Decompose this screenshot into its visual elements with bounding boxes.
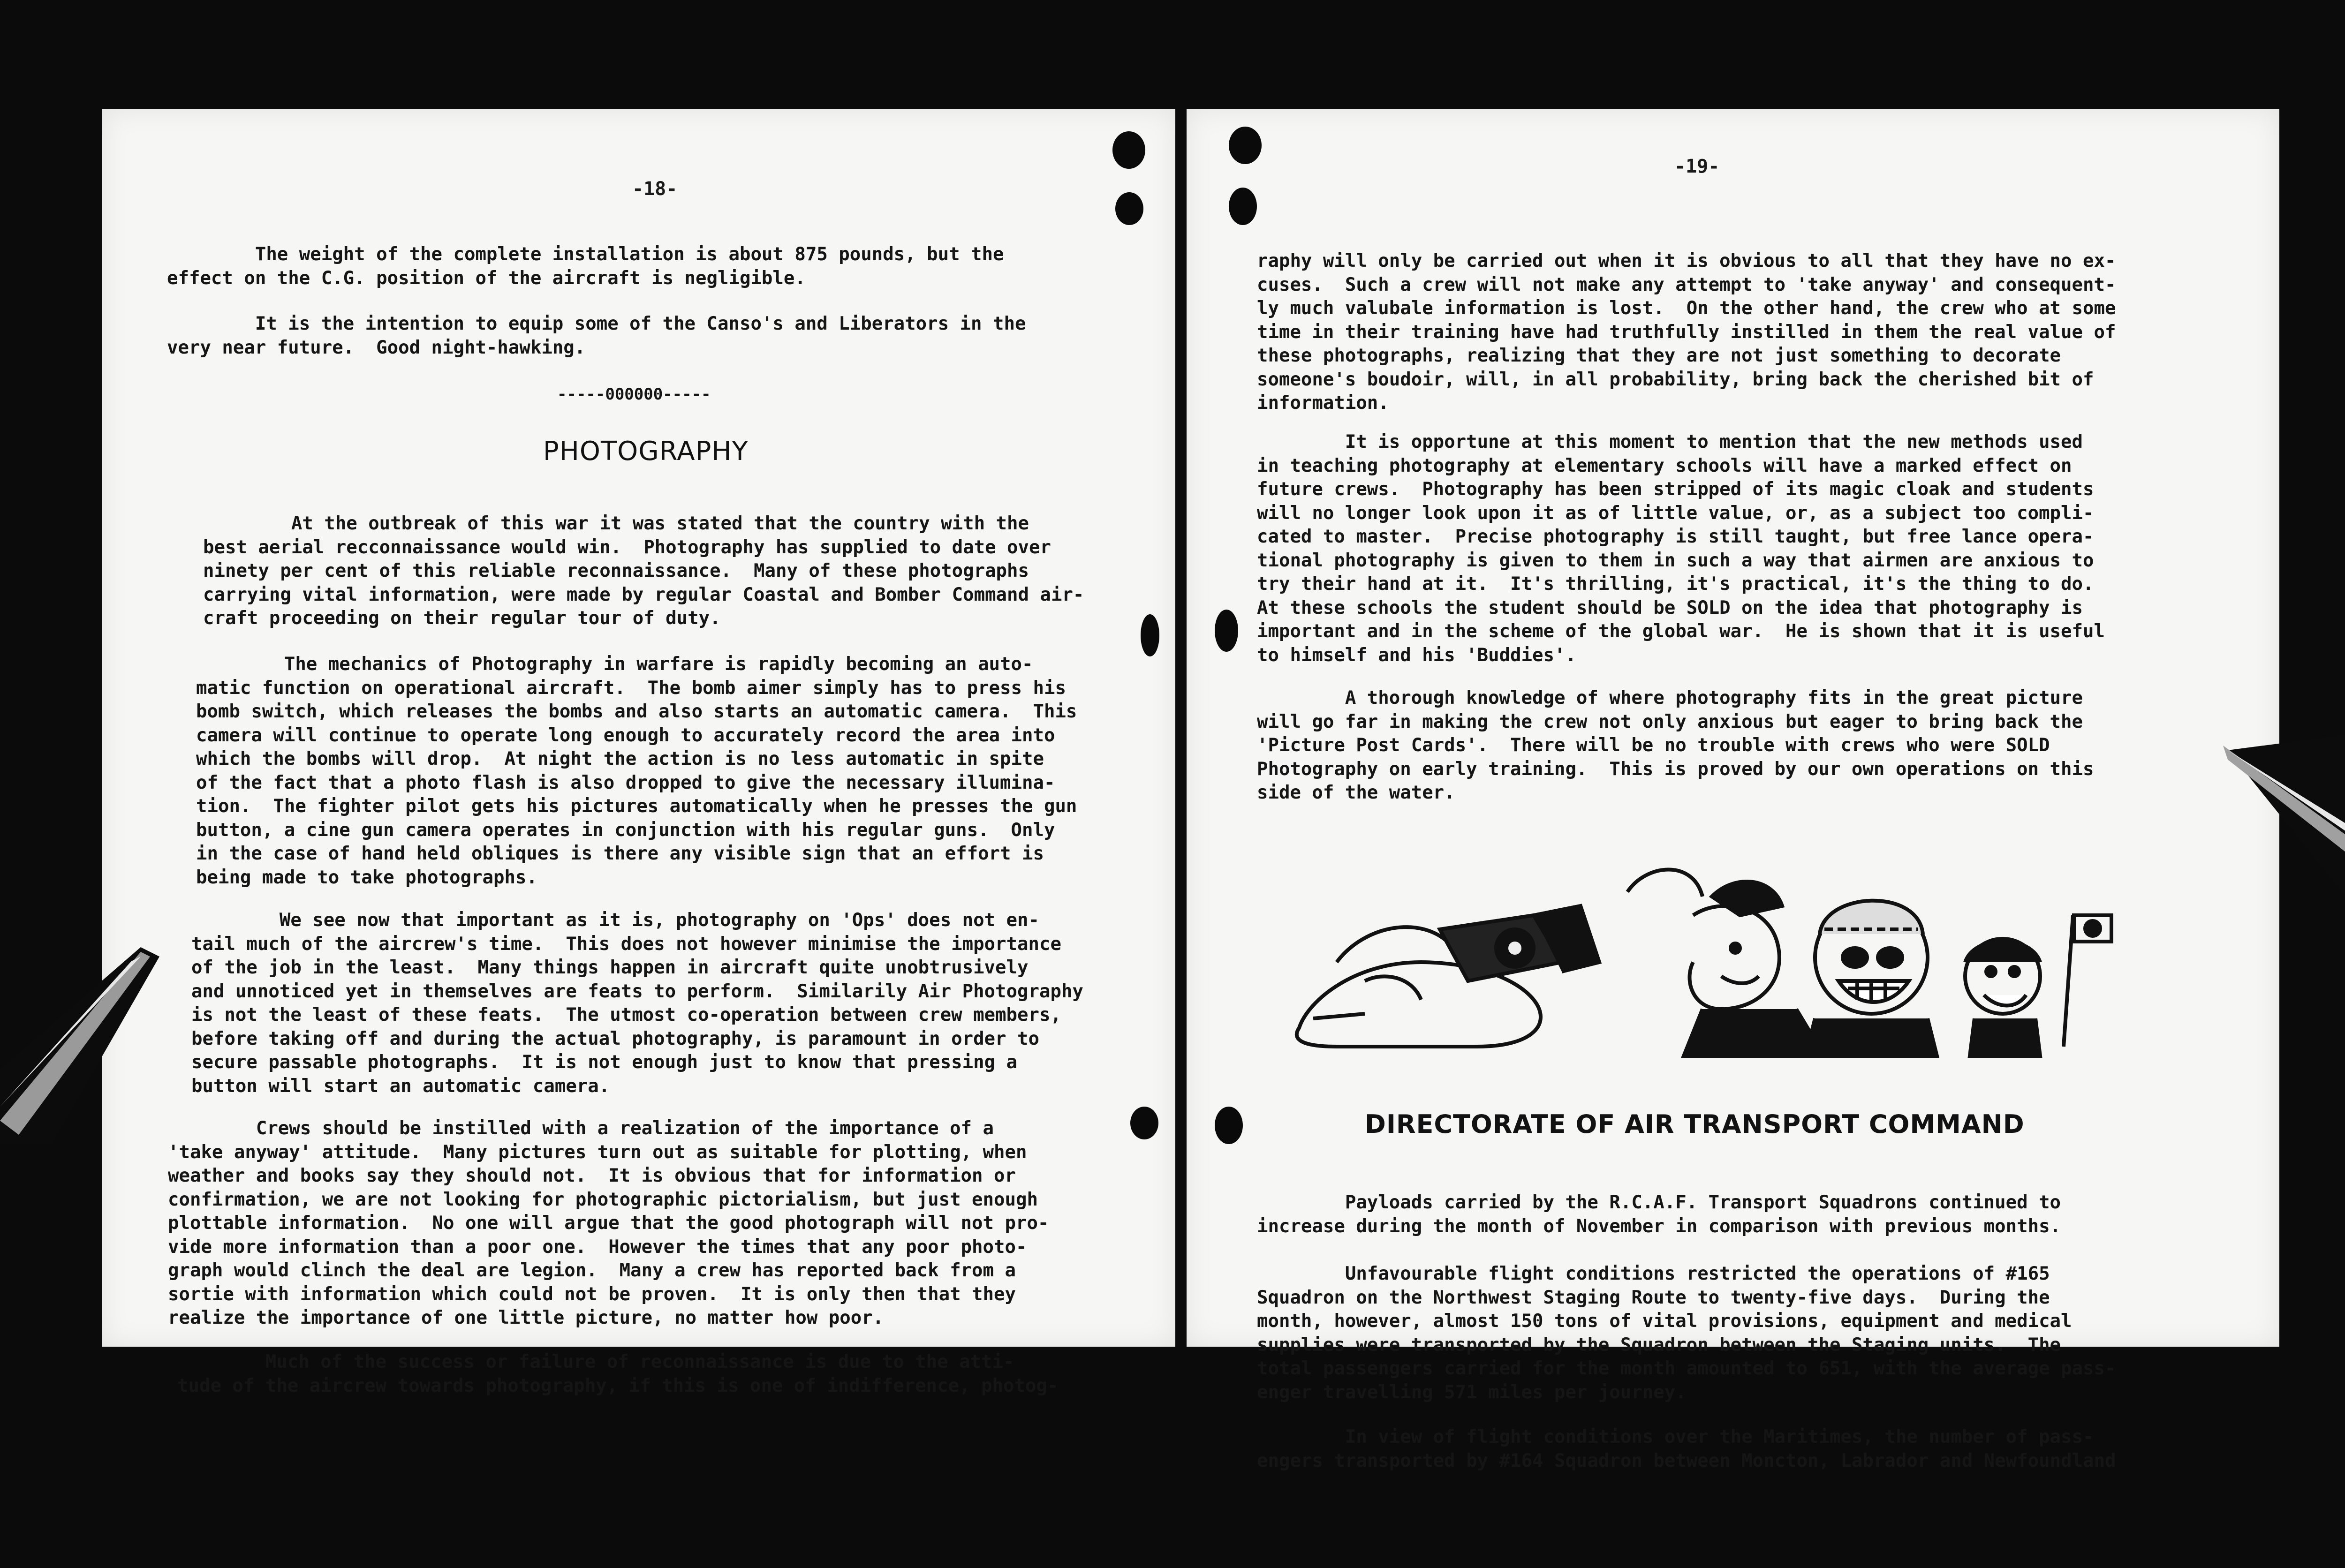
paragraph: It is the intention to equip some of the Canso's and Liberators in the very near future. Good night-hawking.	[167, 313, 1026, 358]
paragraph: Unfavourable flight conditions restricted the operations of #165 Squadron on the Northwest Staging Route to twenty-five days. During the month, however, almost 150 tons of vital provisions, equipment and medical supplies were transported by the Squadron between the Staging units. The total passengers carried for the month amounted to 651, with the average pass- enger travelling 571 miles per journey.	[1257, 1263, 2116, 1403]
left-page	[102, 109, 1175, 1396]
paragraph: At the outbreak of this war it was stated that the country with the best aerial recconnaissance would win. Photography has supplied to date over ninety per cent of this reliable reconnaissance. Many of these photographs carrying vital information, were made by regular Coastal and Bomber Command air- craft proceeding on their regular tour of duty.	[203, 513, 1084, 629]
flag-figure	[1965, 915, 2111, 1056]
paragraph: The mechanics of Photography in warfare is rapidly becoming an auto- matic function on operational aircraft. The bomb aimer simply has to press his bomb switch, which releases the bombs and also starts an automatic camera. This camera will continue to operate long enough to accurately record the area into which the bombs will drop. At night the action is no less automatic in spite of the fact that a photo flash is also dropped to give the necessary illumina- tion. The fighter pilot gets his pictures automatically when he presses the gun button, a cine gun camera operates in conjunction with his regular guns. Only in the case of hand held obliques is there any visible sign that an effort is being made to take photographs.	[196, 654, 1077, 888]
page-number: -18-	[632, 178, 678, 200]
paragraph: Crews should be instilled with a realization of the importance of a 'take anyway' attitude. Many pictures turn out as suitable for plotting, when weather and books say they should not. It is obvious that for information or confirmation, we are not looking for photographic pictorialism, but just enough plottable information. No one will argue that the good photograph will not pro- vide more information than a poor one. However the times that any poor photo- graph would clinch the deal are legion. Many a crew has reported back from a sortie with information which could not be proven. It is only then that they realize the importance of one little picture, no matter how poor.	[168, 1118, 1049, 1328]
punch-hole	[1112, 131, 1145, 169]
paragraph: raphy will only be carried out when it is obvious to all that they have no ex- cuses. Such a crew will not make any attempt to 'take anyway' and consequent- ly much valubale information is lost. On the other hand, the crew who at some time in their training have had truthfully instilled in them the real value of these photographs, realizing that they are not just something to decorate someone's boudoir, will, in all probability, bring back the cherished bit of information.	[1257, 250, 2116, 414]
punch-hole	[1229, 188, 1257, 225]
punch-hole	[1115, 192, 1143, 225]
punch-hole	[1141, 614, 1159, 656]
section-heading: DIRECTORATE OF AIR TRANSPORT COMMAND	[1365, 1109, 2025, 1139]
section-heading: PHOTOGRAPHY	[543, 436, 749, 467]
paragraph: It is opportune at this moment to mention that the new methods used in teaching photography at elementary schools will have a marked effect on future crews. Photography has been stripped of its magic cloak and students will no longer look upon it as of little value, or, as a subject too compli- cated to master. Precise photography is still taught, but free lance opera- tional photography is given to them in such a way that airmen are anxious to try their hand at it. It's thrilling, it's practical, it's the thing to do. At these schools the student should be SOLD on the idea that photography is important and in the scheme of the global war. He is shown that it is useful to himself and his 'Buddies'.	[1257, 431, 2105, 666]
paragraph: In view of flight conditions over the Maritimes, the number of pass- engers transported by #164 Squadron between Moncton, Labrador and Newfoundland	[1257, 1426, 2116, 1471]
right-page	[1187, 109, 2279, 1471]
paragraph: The weight of the complete installation is about 875 pounds, but the effect on the C.G. position of the aircraft is negligible.	[167, 244, 1004, 289]
page-number: -19-	[1674, 156, 1720, 177]
camera-figure	[1297, 906, 1599, 1047]
paragraph: We see now that important as it is, photography on 'Ops' does not en- tail much of the aircrew's time. This does not however minimise the importance of the job in the least. Many things happen in aircraft quite unobtrusively and unnoticed yet in themselves are feats to perform. Similarily Air Photography is not the least of these feats. The utmost co-operation between crew members, before taking off and during the actual photography, is paramount in order to secure passable photographs. It is not enough just to know that pressing a button will start an automatic camera.	[191, 910, 1083, 1097]
paragraph: Much of the success or failure of reconnaissance is due to the atti- tude of the aircrew towards photography, if this is one of indifference, photog-	[177, 1351, 1059, 1396]
separator: -----000000-----	[557, 385, 711, 404]
punch-hole	[1229, 127, 1262, 164]
punch-hole	[1215, 610, 1238, 652]
paragraph: Payloads carried by the R.C.A.F. Transport Squadrons continued to increase during the month of November in comparison with previous months.	[1257, 1192, 2061, 1237]
punch-hole	[1215, 1107, 1243, 1144]
paragraph: A thorough knowledge of where photography fits in the great picture will go far in making the crew not only anxious but eager to bring back the 'Picture Post Cards'. There will be no trouble with crews who were SOLD Photography on early training. This is proved by our own operations on this side of the water.	[1257, 687, 2094, 803]
punch-hole	[1130, 1107, 1158, 1139]
pilot-figure	[1627, 870, 1824, 1056]
helmet-figure	[1806, 901, 1937, 1056]
cartoon-illustration	[1271, 822, 2115, 1065]
